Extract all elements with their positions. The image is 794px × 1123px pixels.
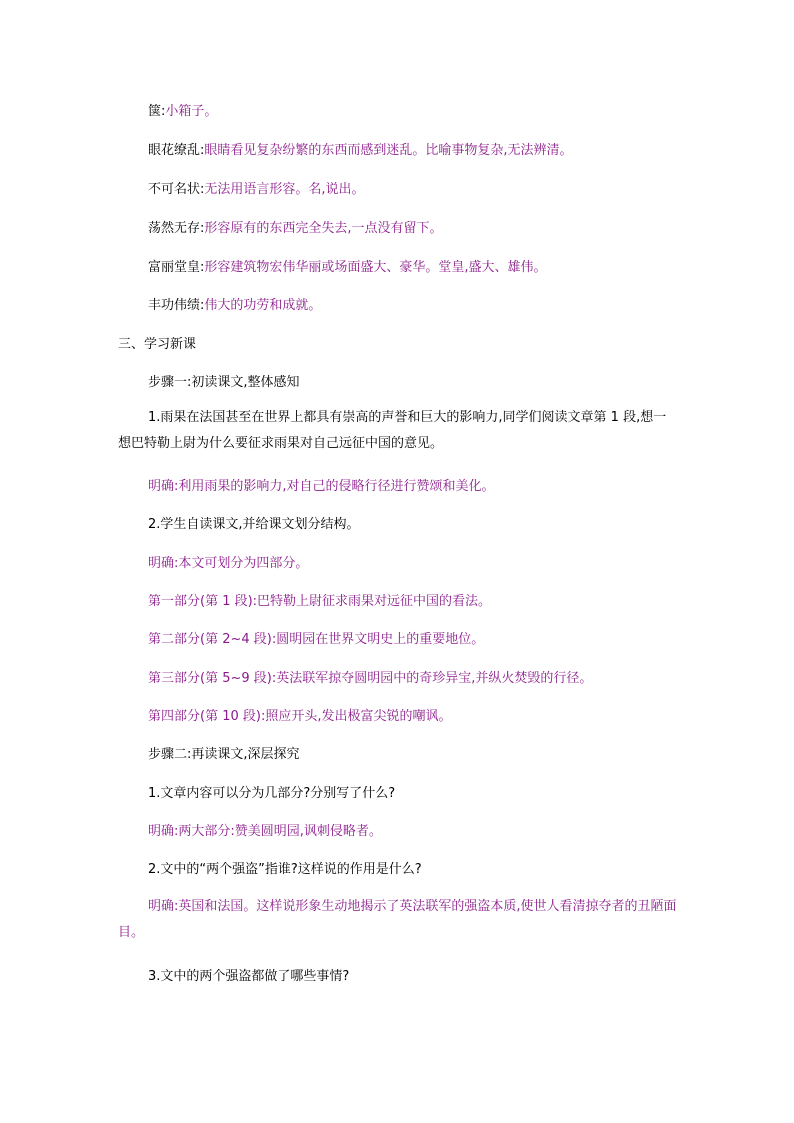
vocab-term: 丰功伟绩: <box>148 298 205 313</box>
step2-answer-1: 明确:两大部分:赞美圆明园,讽刺侵略者。 <box>148 824 382 839</box>
structure-part: 第一部分(第 1 段):巴特勒上尉征求雨果对远征中国的看法。 <box>148 594 492 609</box>
structure-part: 第二部分(第 2~4 段):圆明园在世界文明史上的重要地位。 <box>148 632 485 647</box>
vocab-term: 富丽堂皇: <box>148 260 205 275</box>
step1-question-2: 2.学生自读课文,并给课文划分结构。 <box>148 517 360 532</box>
step2-question-3: 3.文中的两个强盗都做了哪些事情? <box>148 969 350 984</box>
step1-answer-2: 明确:本文可划分为四部分。 <box>148 556 309 571</box>
vocab-definition: 形容建筑物宏伟华丽或场面盛大、豪华。堂皇,盛大、雄伟。 <box>204 260 547 275</box>
vocab-term: 不可名状: <box>148 182 205 197</box>
section-title: 三、学习新课 <box>118 337 197 352</box>
vocab-item <box>148 259 688 277</box>
step1-answer-1: 明确:利用雨果的影响力,对自己的侵略行径进行赞颂和美化。 <box>148 479 495 494</box>
step2-heading: 步骤二:再读课文,深层探究 <box>148 747 300 762</box>
vocab-item <box>148 181 688 199</box>
step2-answer-2: 明确:英国和法国。这样说形象生动地揭示了英法联军的强盗本质,使世人看清掠夺者的丑陋面目。 <box>118 899 677 940</box>
vocab-term: 眼花缭乱: <box>148 143 205 158</box>
vocab-definition: 伟大的功劳和成就。 <box>204 298 322 313</box>
step2-question-1: 1.文章内容可以分为几部分?分别写了什么? <box>148 786 396 801</box>
vocab-definition: 无法用语言形容。名,说出。 <box>204 182 365 197</box>
step2-question-2: 2.文中的“两个强盗”指谁?这样说的作用是什么? <box>148 862 422 877</box>
structure-part: 第三部分(第 5~9 段):英法联军掠夺圆明园中的奇珍异宝,并纵火焚毁的行径。 <box>148 671 593 686</box>
vocab-definition: 小箱子。 <box>165 104 218 119</box>
vocab-term: 箧: <box>148 104 166 119</box>
vocab-item <box>148 103 688 121</box>
structure-part: 第四部分(第 10 段):照应开头,发出极富尖锐的嘲讽。 <box>148 709 452 724</box>
step1-question-1: 1.雨果在法国甚至在世界上都具有崇高的声誉和巨大的影响力,同学们阅读文章第 1 段,想一想巴特勒上尉为什么要征求雨果对自己远征中国的意见。 <box>118 410 667 451</box>
vocab-definition: 眼睛看见复杂纷繁的东西而感到迷乱。比喻事物复杂,无法辨清。 <box>204 143 573 158</box>
vocab-item <box>148 297 688 315</box>
vocab-item <box>148 142 688 160</box>
vocab-term: 荡然无存: <box>148 221 205 236</box>
step1-heading: 步骤一:初读课文,整体感知 <box>148 375 300 390</box>
vocab-item <box>148 220 688 238</box>
vocab-definition: 形容原有的东西完全失去,一点没有留下。 <box>204 221 443 236</box>
